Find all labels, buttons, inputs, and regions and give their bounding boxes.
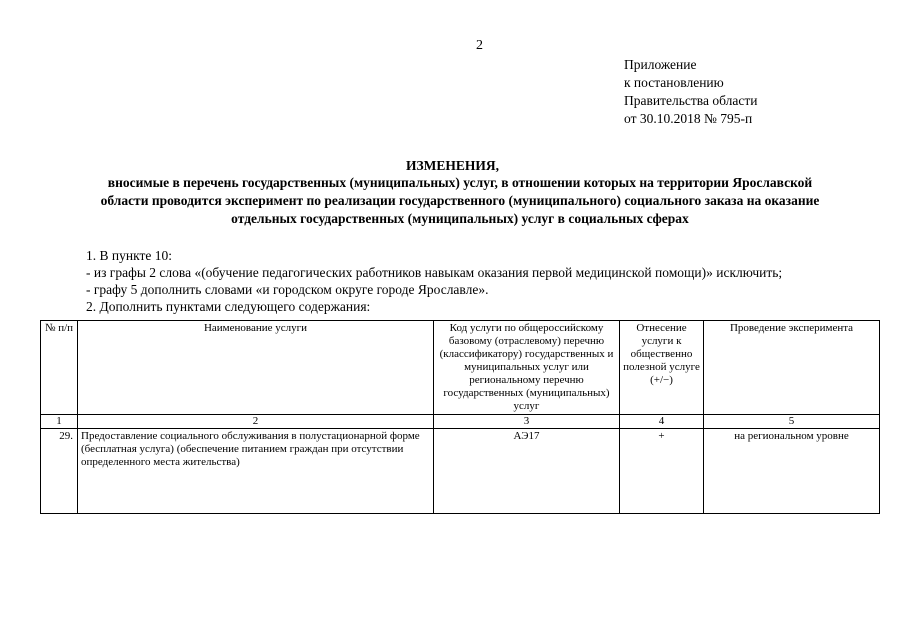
document-subtitle bbox=[40, 174, 880, 228]
column-number: 4 bbox=[620, 415, 704, 429]
body-text bbox=[40, 247, 890, 315]
annex-line: Приложение bbox=[624, 57, 697, 72]
changes-table bbox=[40, 320, 880, 514]
subtitle-line: отдельных государственных (муниципальных) услуг в социальных сферах bbox=[231, 211, 689, 226]
header-service-code: Код услуги по общероссийскому базовому (отраслевому) перечню (классификатору) государственных и муниципальных услуг или региональному перечню государственных (муниципальных) услуг bbox=[434, 321, 620, 415]
subtitle-line: области проводится эксперимент по реализации государственного (муниципального) социального заказа на оказание bbox=[100, 193, 820, 208]
column-number: 5 bbox=[704, 415, 880, 429]
table-header-row bbox=[41, 321, 880, 415]
paragraph: 1. В пункте 10: bbox=[86, 248, 172, 263]
paragraph: - графу 5 дополнить словами «и городском округе городе Ярославле». bbox=[86, 282, 489, 297]
row-number: 29. bbox=[41, 429, 78, 514]
document-title: ИЗМЕНЕНИЯ, bbox=[405, 158, 499, 173]
column-number: 2 bbox=[78, 415, 434, 429]
table-row bbox=[41, 429, 880, 514]
service-name: Предоставление социального обслуживания в полустационарной форме (бесплатная услуга) (обеспечение питанием граждан при отсутствии определенного места жительства) bbox=[78, 429, 434, 514]
paragraph: - из графы 2 слова «(обучение педагогических работников навыкам оказания первой медицинской помощи)» исключить; bbox=[86, 265, 783, 280]
page-number: 2 bbox=[476, 38, 483, 53]
paragraph: 2. Дополнить пунктами следующего содержания: bbox=[86, 299, 371, 314]
column-number-row bbox=[41, 415, 880, 429]
header-experiment: Проведение эксперимента bbox=[704, 321, 880, 415]
public-benefit-mark: + bbox=[620, 429, 704, 514]
annex-line: к постановлению bbox=[624, 75, 724, 90]
annex-block bbox=[624, 56, 757, 128]
header-number: № п/п bbox=[41, 321, 78, 415]
service-code: АЭ17 bbox=[434, 429, 620, 514]
header-service-name: Наименование услуги bbox=[78, 321, 434, 415]
subtitle-line: вносимые в перечень государственных (муниципальных) услуг, в отношении которых на территории Ярославской bbox=[107, 175, 813, 190]
annex-line: от 30.10.2018 № 795-п bbox=[624, 111, 753, 126]
annex-line: Правительства области bbox=[624, 93, 758, 108]
experiment-level: на региональном уровне bbox=[704, 429, 880, 514]
column-number: 1 bbox=[41, 415, 78, 429]
column-number: 3 bbox=[434, 415, 620, 429]
header-public-benefit: Отнесение услуги к общественно полезной услуге (+/−) bbox=[620, 321, 704, 415]
